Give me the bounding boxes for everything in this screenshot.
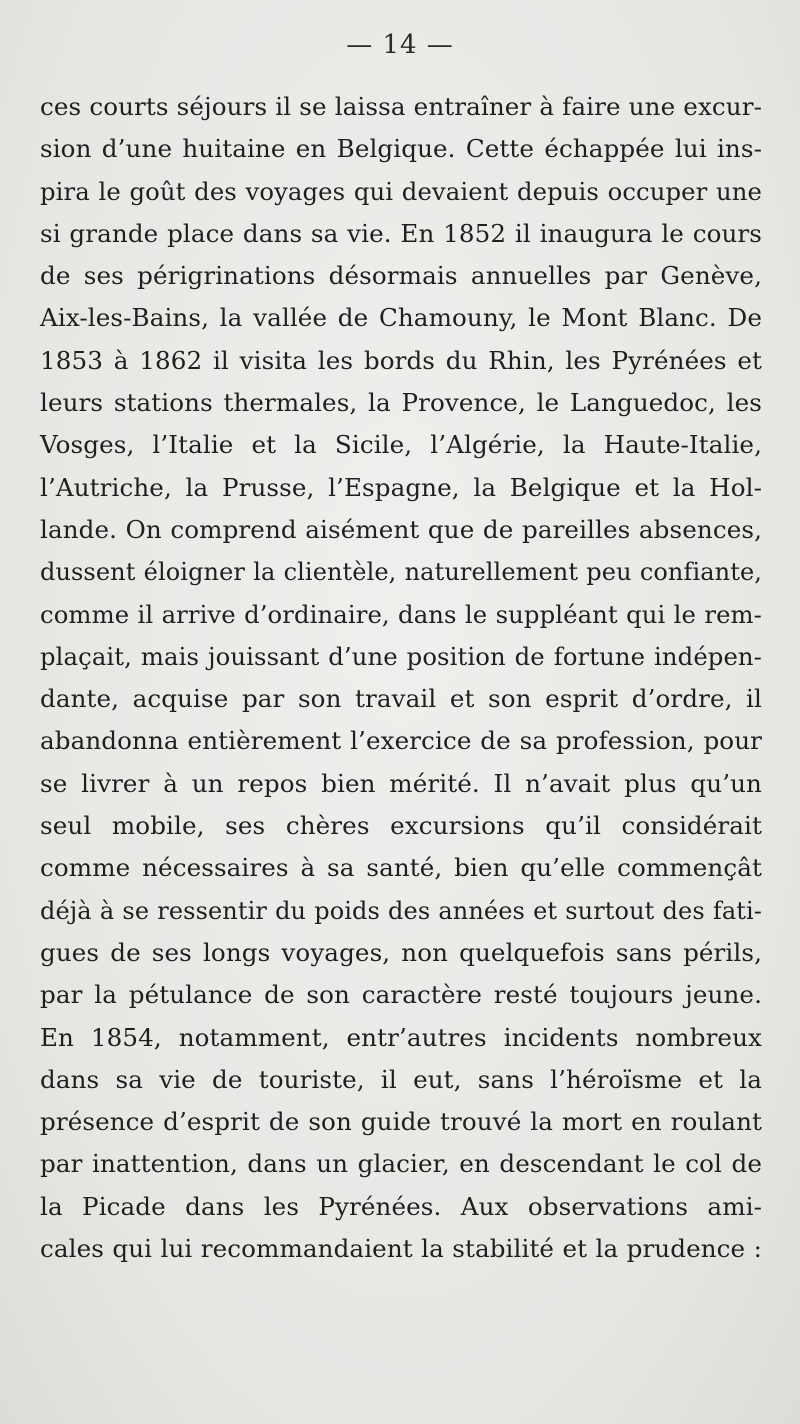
text-line: En 1854, notamment, entr’autres incidents nombreux: [40, 1022, 762, 1052]
text-line: sion d’une huitaine en Belgique. Cette échappée lui ins-: [40, 134, 762, 164]
text-line: comme nécessaires à sa santé, bien qu’elle commençât: [40, 853, 762, 883]
text-line: de ses périgrinations désormais annuelles par Genève,: [40, 261, 762, 291]
text-line: seul mobile, ses chères excursions qu’il considérait: [40, 811, 762, 841]
text-line: la Picade dans les Pyrénées. Aux observations ami-: [40, 1191, 762, 1221]
text-line: comme il arrive d’ordinaire, dans le suppléant qui le rem-: [40, 599, 762, 629]
text-line: présence d’esprit de son guide trouvé la mort en roulant: [40, 1107, 762, 1137]
text-line: Vosges, l’Italie et la Sicile, l’Algérie, la Haute-Italie,: [40, 430, 762, 460]
text-line: déjà à se ressentir du poids des années et surtout des fati-: [40, 896, 762, 925]
text-line: par inattention, dans un glacier, en descendant le col de: [40, 1149, 762, 1179]
text-line: lande. On comprend aisément que de pareilles absences,: [40, 514, 762, 544]
text-line: si grande place dans sa vie. En 1852 il inaugura le cours: [40, 218, 762, 248]
text-line: Aix-les-Bains, la vallée de Chamouny, le Mont Blanc. De: [40, 303, 762, 333]
page-number: — 14 —: [346, 30, 454, 60]
text-line: se livrer à un repos bien mérité. Il n’avait plus qu’un: [40, 768, 762, 798]
text-line: gues de ses longs voyages, non quelquefois sans périls,: [40, 937, 762, 967]
text-line: dante, acquise par son travail et son esprit d’ordre, il: [40, 684, 762, 714]
text-line: abandonna entièrement l’exercice de sa profession, pour: [40, 726, 762, 756]
text-line: l’Autriche, la Prusse, l’Espagne, la Belgique et la Hol-: [40, 472, 762, 502]
text-line: dans sa vie de touriste, il eut, sans l’héroïsme et la: [40, 1064, 762, 1094]
text-line: dussent éloigner la clientèle, naturellement peu confiante,: [40, 558, 762, 587]
text-line: leurs stations thermales, la Provence, le Languedoc, les: [40, 388, 762, 418]
text-line: par la pétulance de son caractère resté toujours jeune.: [40, 980, 762, 1010]
text-line: ces courts séjours il se laissa entraîner à faire une excur-: [40, 92, 762, 121]
text-line: 1853 à 1862 il visita les bords du Rhin, les Pyrénées et: [40, 345, 762, 375]
text-line: pira le goût des voyages qui devaient depuis occuper une: [40, 176, 762, 206]
body-text: [40, 86, 762, 1270]
text-line: cales qui lui recommandaient la stabilité et la prudence :: [40, 1234, 762, 1264]
text-line: plaçait, mais jouissant d’une position de fortune indépen-: [40, 641, 762, 671]
